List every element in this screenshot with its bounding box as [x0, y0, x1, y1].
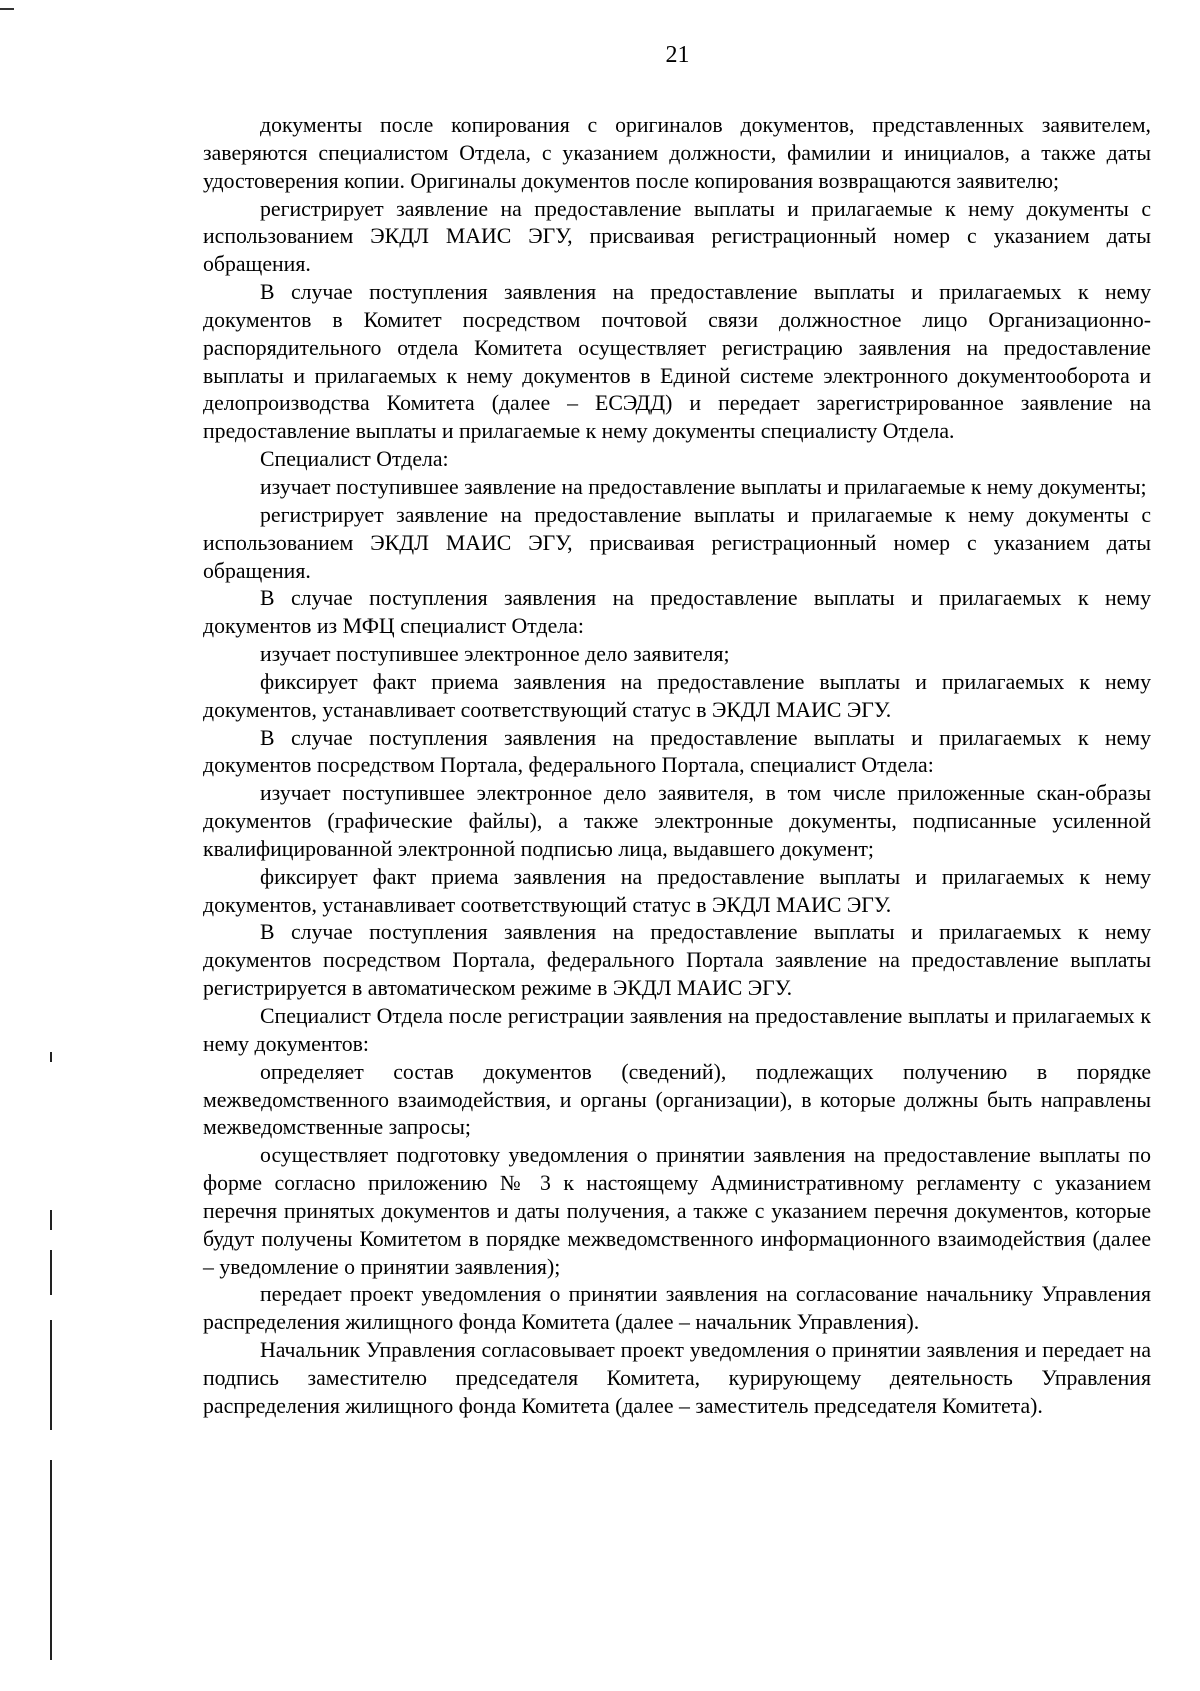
- scan-margin-mark: [50, 1052, 52, 1062]
- paragraph: передает проект уведомления о принятии заявления на согласование начальнику Управления распределения жилищного фонда Комитета (далее – начальник Управления).: [203, 1282, 1151, 1335]
- paragraph: определяет состав документов (сведений), подлежащих получению в порядке межведомственного взаимодействия, и органы (организации), в которые должны быть направлены межведомственные запросы;: [203, 1059, 1151, 1140]
- page-number: 21: [665, 42, 690, 68]
- paragraph: изучает поступившее электронное дело заявителя, в том числе приложенные скан-образы документов (графические файлы), а также электронные документы, подписанные усиленной квалифицированной электронной подписью лица, выдавшего документ;: [203, 781, 1151, 861]
- paragraph: фиксирует факт приема заявления на предоставление выплаты и прилагаемых к нему документов, устанавливает соответствующий статус в ЭКДЛ МАИС ЭГУ.: [203, 864, 1151, 917]
- paragraph: В случае поступления заявления на предоставление выплаты и прилагаемых к нему документов из МФЦ специалист Отдела:: [203, 586, 1151, 639]
- document-body: [203, 112, 1151, 1421]
- paragraph: фиксирует факт приема заявления на предоставление выплаты и прилагаемых к нему документов, устанавливает соответствующий статус в ЭКДЛ МАИС ЭГУ.: [203, 669, 1151, 722]
- paragraph: изучает поступившее заявление на предоставление выплаты и прилагаемые к нему документы;: [260, 474, 1147, 499]
- paragraph: изучает поступившее электронное дело заявителя;: [260, 642, 730, 667]
- scan-margin-mark: [50, 1320, 52, 1430]
- scan-margin-mark: [50, 1250, 52, 1295]
- scan-margin-mark: [50, 1460, 52, 1660]
- paragraph: осуществляет подготовку уведомления о принятии заявления на предоставление выплаты по форме согласно приложению № 3 к настоящему Административному регламенту с указанием перечня принятых документов и даты получения, а также с указанием перечня документов, которые будут получены Комитетом в порядке межведомственного информационного взаимодействия (далее – уведомление о принятии заявления);: [203, 1143, 1151, 1279]
- paragraph: В случае поступления заявления на предоставление выплаты и прилагаемых к нему документов в Комитет посредством почтовой связи должностное лицо Организационно-распорядительного отдела Комитета осуществляет регистрацию заявления на предоставление выплаты и прилагаемых к нему документов в Единой системе электронного документооборота и делопроизводства Комитета (далее – ЕСЭДД) и передает зарегистрированное заявление на предоставление выплаты и прилагаемые к нему документы специалисту Отдела.: [203, 280, 1151, 444]
- paragraph: В случае поступления заявления на предоставление выплаты и прилагаемых к нему документов посредством Портала, федерального Портала заявление на предоставление выплаты регистрируется в автоматическом режиме в ЭКДЛ МАИС ЭГУ.: [203, 920, 1151, 1001]
- paragraph: регистрирует заявление на предоставление выплаты и прилагаемые к нему документы с использованием ЭКДЛ МАИС ЭГУ, присваивая регистрационный номер с указанием даты обращения.: [203, 196, 1151, 277]
- paragraph: документы после копирования с оригиналов документов, представленных заявителем, заверяются специалистом Отдела, с указанием должности, фамилии и инициалов, а также даты удостоверения копии. Оригиналы документов после копирования возвращаются заявителю;: [203, 113, 1151, 193]
- scan-corner-mark: [0, 8, 14, 10]
- paragraph: регистрирует заявление на предоставление выплаты и прилагаемые к нему документы с использованием ЭКДЛ МАИС ЭГУ, присваивая регистрационный номер с указанием даты обращения.: [203, 502, 1151, 583]
- paragraph: В случае поступления заявления на предоставление выплаты и прилагаемых к нему документов посредством Портала, федерального Портала, специалист Отдела:: [203, 725, 1151, 778]
- paragraph: Специалист Отдела после регистрации заявления на предоставление выплаты и прилагаемых к нему документов:: [203, 1004, 1151, 1056]
- scan-margin-mark: [50, 1210, 52, 1230]
- paragraph: Специалист Отдела:: [260, 447, 449, 472]
- paragraph: Начальник Управления согласовывает проект уведомления о принятии заявления и передает на подпись заместителю председателя Комитета, курирующему деятельность Управления распределения жилищного фонда Комитета (далее – заместитель председателя Комитета).: [203, 1338, 1151, 1418]
